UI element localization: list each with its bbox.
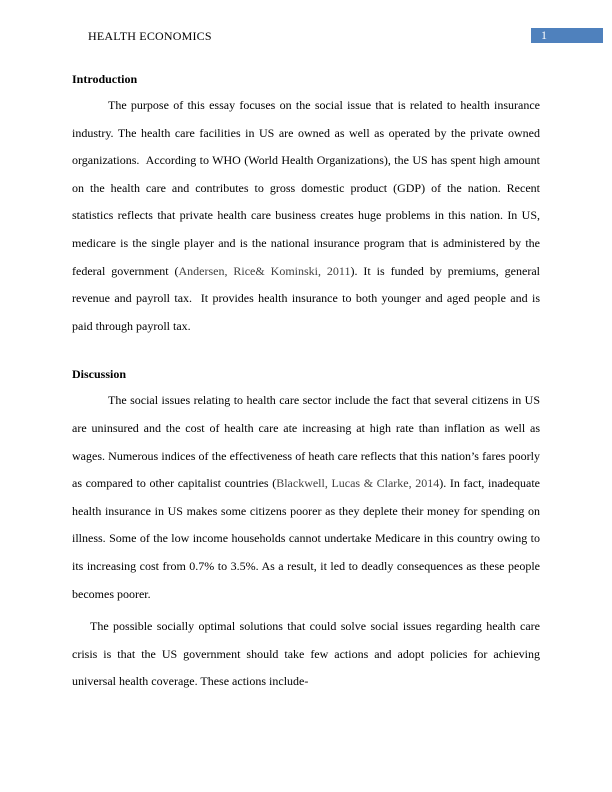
introduction-text-a: The purpose of this essay focuses on the social issue that is related to health insurance industry. The health care facilities in US are owned as well as operated by the private owned organizations. According to WHO (World Health Organizations), the US has spent high amount on the health care and contributes to gross domestic product (GDP) of the nation. Recent statistics reflects that private health care business creates huge problems in this nation. In US, medicare is the single player and is the national insurance program that is administered by the federal government ( bbox=[72, 98, 540, 278]
citation-andersen: Andersen, Rice& Kominski, 2011 bbox=[178, 263, 351, 278]
introduction-paragraph bbox=[72, 92, 540, 340]
discussion-heading: Discussion bbox=[72, 367, 127, 382]
document-body bbox=[72, 70, 540, 696]
introduction-text-b: ). It is funded by premiums, general revenue and payroll tax. It provides health insurance to both younger and aged people and is paid through payroll tax. bbox=[72, 263, 540, 333]
page-number-badge bbox=[531, 28, 603, 43]
discussion-text-a: The social issues relating to health care sector include the fact that several citizens in US are uninsured and the cost of health care ate increasing at high rate than inflation as well as wages. Numerous indices of the effectiveness of heath care reflects that this nation’s fares poorly as compared to other capitalist countries ( bbox=[72, 393, 540, 491]
page-number: 1 bbox=[541, 28, 547, 42]
introduction-heading: Introduction bbox=[72, 72, 138, 86]
discussion-paragraph-1 bbox=[72, 387, 540, 608]
running-head: HEALTH ECONOMICS bbox=[88, 29, 212, 43]
citation-blackwell: Blackwell, Lucas & Clarke, 2014 bbox=[276, 476, 440, 491]
discussion-text-b: ). In fact, inadequate health insurance in US makes some citizens poorer as they deplete their money for spending on illness. Some of the low income households cannot undertake Medicare in this country owing to its increasing cost from 0.7% to 3.5%. As a result, it led to deadly consequences as these people becomes poorer. bbox=[72, 476, 540, 601]
discussion-paragraph-2: The possible socially optimal solutions that could solve social issues regarding health care crisis is that the US government should take few actions and adopt policies for achieving universal health coverage. These actions include- bbox=[72, 619, 540, 689]
